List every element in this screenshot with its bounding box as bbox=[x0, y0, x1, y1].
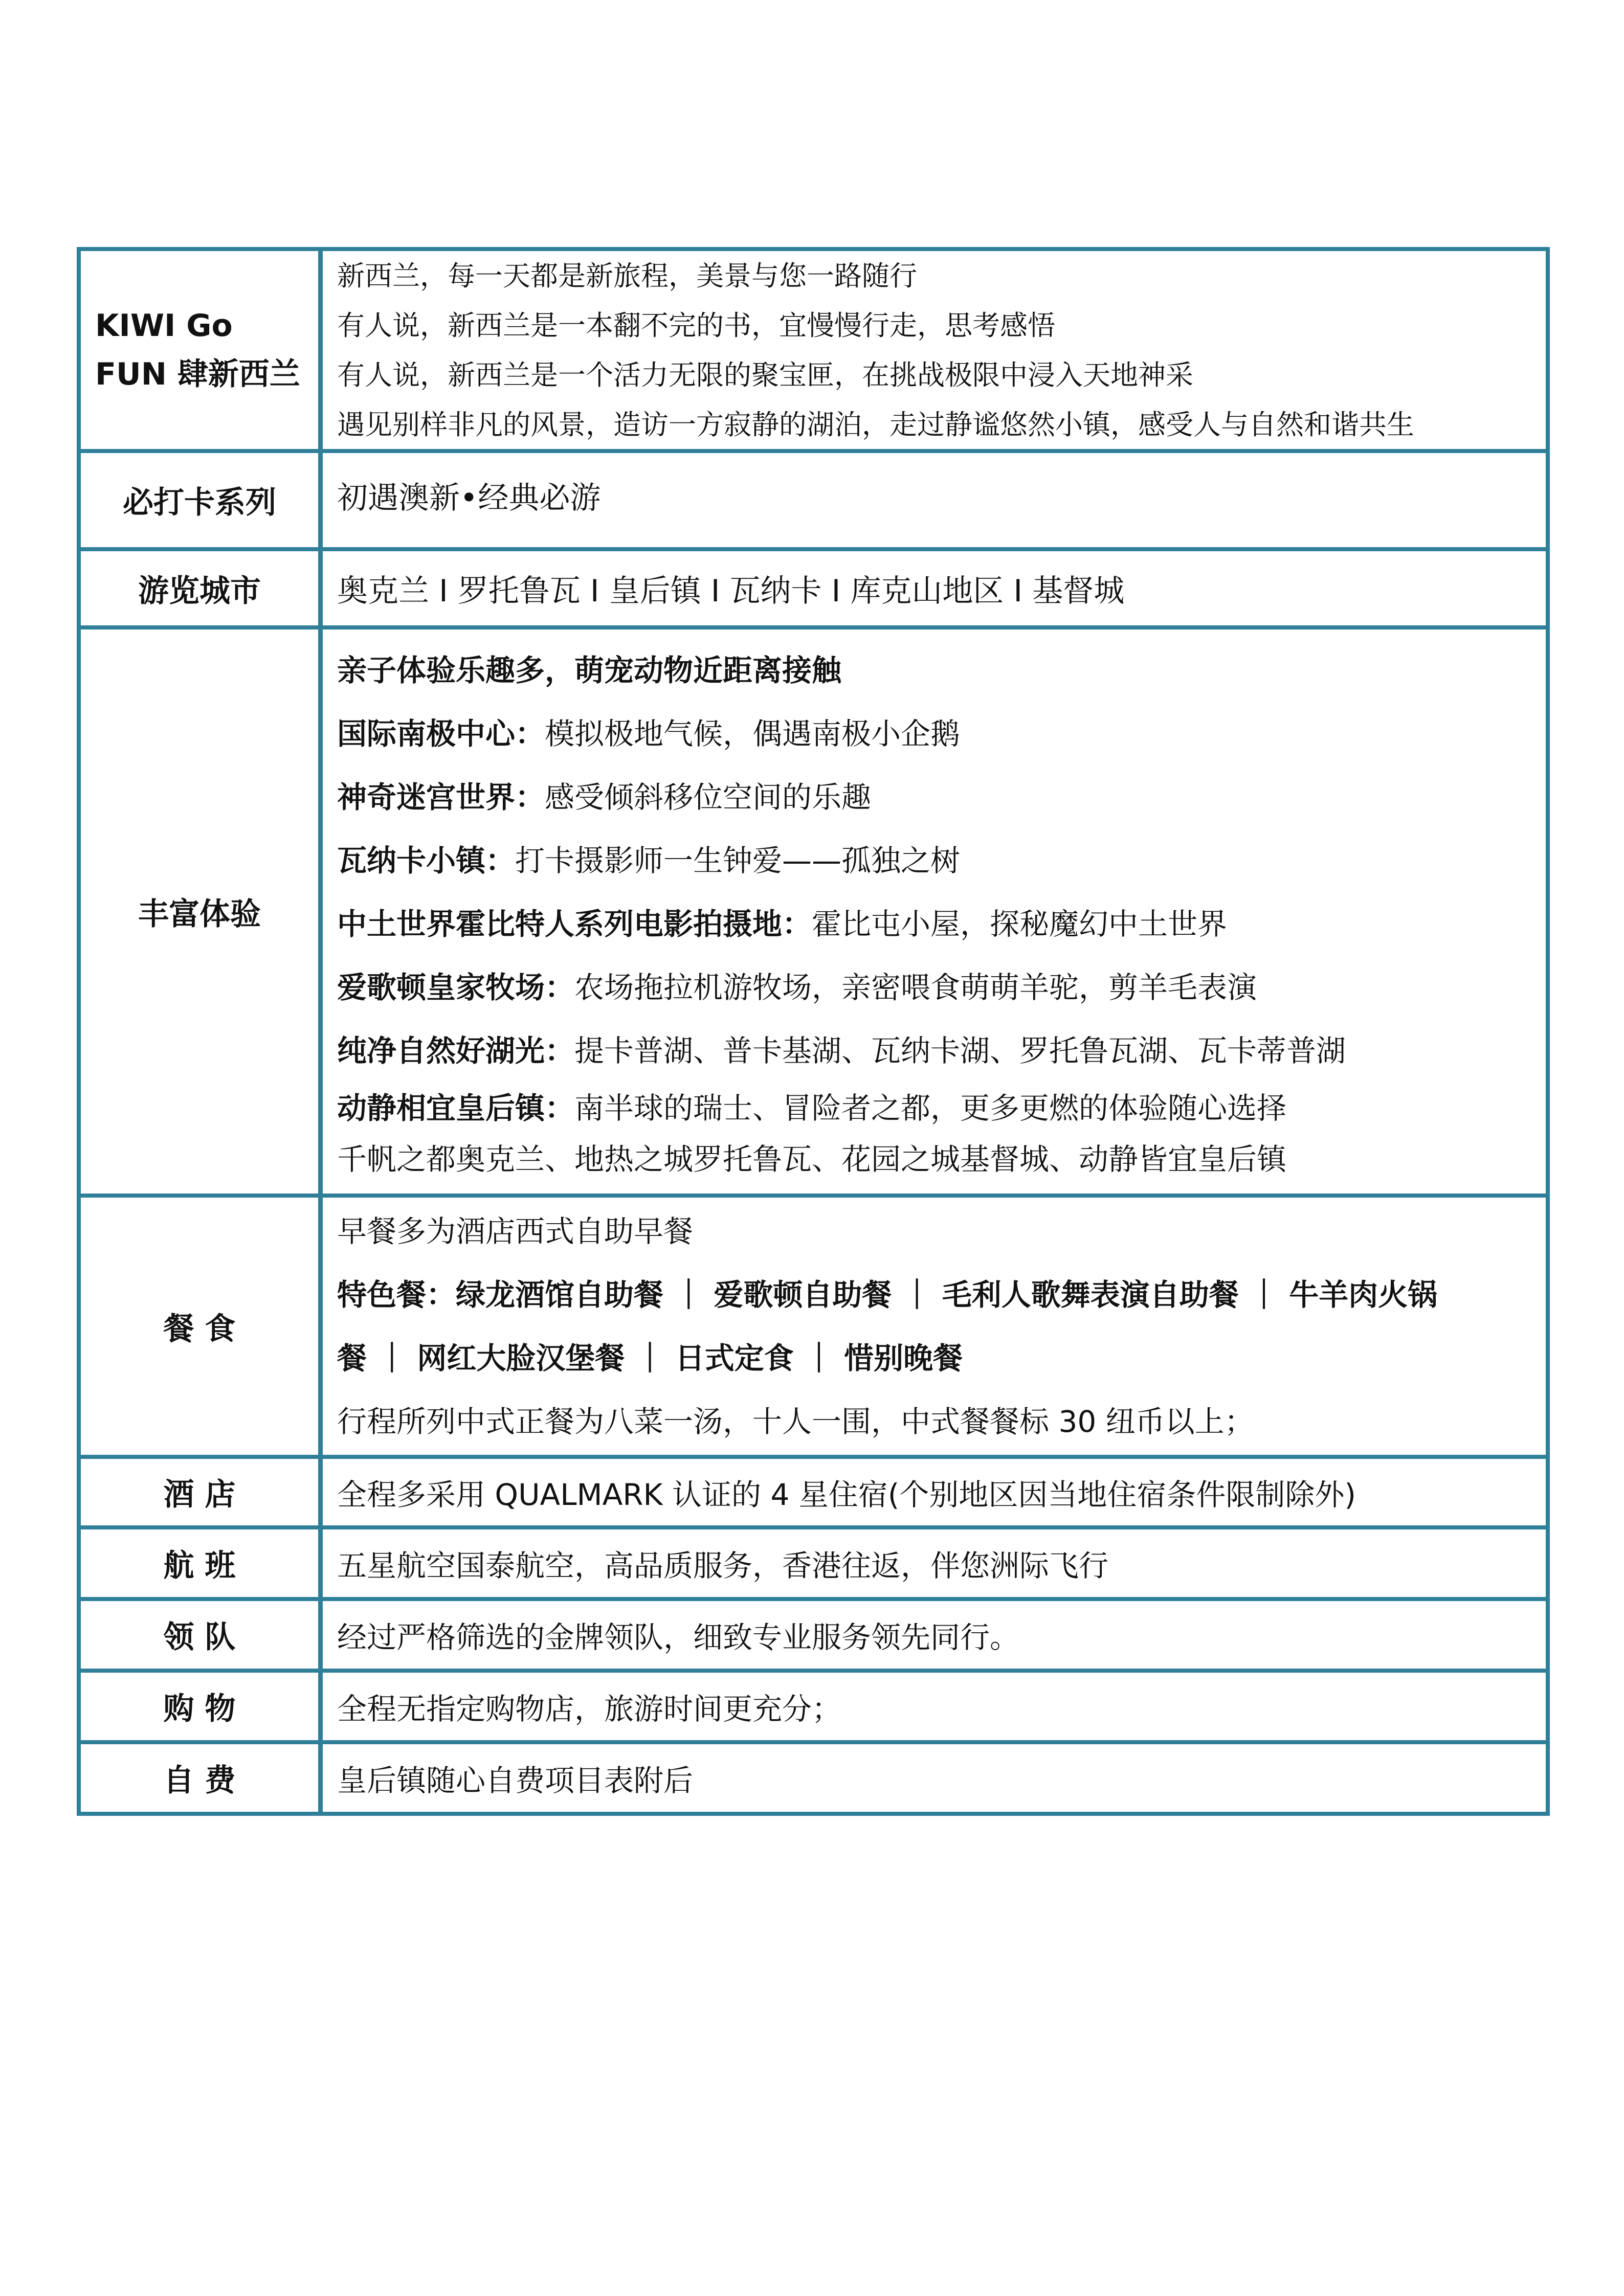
row-flight bbox=[81, 1529, 1546, 1601]
optional-label: 自 费 bbox=[81, 1744, 323, 1812]
flight-label: 航 班 bbox=[81, 1529, 323, 1597]
intro-label-line2: FUN 肆新西兰 bbox=[95, 356, 300, 392]
experience-item-4-title: 中土世界霍比特人系列电影拍摄地： bbox=[337, 906, 812, 941]
flight-text: 五星航空国泰航空，高品质服务，香港往返，伴您洲际飞行 bbox=[337, 1548, 1109, 1583]
experience-item-6 bbox=[337, 1019, 1531, 1083]
row-cities bbox=[81, 551, 1546, 629]
hotel-text: 全程多采用 QUALMARK 认证的 4 星住宿(个别地区因当地住宿条件限制除外) bbox=[337, 1477, 1356, 1512]
experience-item-1 bbox=[337, 702, 1531, 766]
experience-item-3-text: 打卡摄影师一生钟爱——孤独之树 bbox=[515, 843, 961, 878]
optional-value bbox=[323, 1744, 1546, 1812]
experience-item-7-title: 动静相宜皇后镇： bbox=[337, 1090, 575, 1126]
shopping-label: 购 物 bbox=[81, 1673, 323, 1740]
checkin-value bbox=[323, 453, 1546, 547]
intro-line-2: 有人说，新西兰是一本翻不完的书，宜慢慢行走，思考感悟 bbox=[337, 309, 1055, 342]
experience-headline: 亲子体验乐趣多，萌宠动物近距离接触 bbox=[337, 652, 842, 688]
intro-label bbox=[81, 251, 323, 449]
checkin-label: 必打卡系列 bbox=[81, 453, 323, 547]
intro-text bbox=[323, 251, 1546, 449]
experience-item-6-text: 提卡普湖、普卡基湖、瓦纳卡湖、罗托鲁瓦湖、瓦卡蒂普湖 bbox=[574, 1033, 1346, 1068]
experience-item-4-text: 霍比屯小屋，探秘魔幻中土世界 bbox=[812, 906, 1228, 941]
row-leader bbox=[81, 1601, 1546, 1673]
row-meals bbox=[81, 1198, 1546, 1459]
experience-item-2-title: 神奇迷宫世界： bbox=[337, 779, 545, 815]
meals-special-2: 餐 ｜ 网红大脸汉堡餐 ｜ 日式定食 ｜ 惜别晚餐 bbox=[337, 1340, 963, 1376]
meals-label: 餐 食 bbox=[81, 1198, 323, 1455]
shopping-text: 全程无指定购物店，旅游时间更充分； bbox=[337, 1692, 842, 1726]
intro-label-line1: KIWI Go bbox=[95, 307, 233, 344]
experience-item-7-text: 南半球的瑞士、冒险者之都，更多更燃的体验随心选择 bbox=[574, 1090, 1287, 1126]
experience-item-4 bbox=[337, 892, 1531, 956]
experience-item-5-title: 爱歌顿皇家牧场： bbox=[337, 970, 575, 1005]
experience-item-1-text: 模拟极地气候，偶遇南极小企鹅 bbox=[545, 716, 961, 751]
intro-line-4: 遇见别样非凡的风景，造访一方寂静的湖泊，走过静谧悠然小镇，感受人与自然和谐共生 bbox=[337, 408, 1414, 441]
row-checkin bbox=[81, 453, 1546, 551]
meals-breakfast: 早餐多为酒店西式自助早餐 bbox=[337, 1213, 694, 1249]
experience-item-3-title: 瓦纳卡小镇： bbox=[337, 843, 516, 878]
leader-label: 领 队 bbox=[81, 1601, 323, 1669]
meals-chinese: 行程所列中式正餐为八菜一汤，十人一围，中式餐餐标 30 纽币以上； bbox=[337, 1404, 1254, 1439]
experience-item-2-text: 感受倾斜移位空间的乐趣 bbox=[545, 779, 872, 815]
cities-text: 奥克兰 I 罗托鲁瓦 I 皇后镇 I 瓦纳卡 I 库克山地区 I 基督城 bbox=[337, 573, 1125, 609]
row-shopping bbox=[81, 1673, 1546, 1744]
meals-value bbox=[323, 1198, 1546, 1455]
row-intro bbox=[81, 251, 1546, 453]
row-experience bbox=[81, 629, 1546, 1198]
experience-item-1-title: 国际南极中心： bbox=[337, 716, 545, 751]
row-optional bbox=[81, 1744, 1546, 1812]
experience-item-6-title: 纯净自然好湖光： bbox=[337, 1033, 575, 1068]
leader-text: 经过严格筛选的金牌领队，细致专业服务领先同行。 bbox=[337, 1620, 1020, 1655]
experience-item-2 bbox=[337, 766, 1531, 829]
experience-closing: 千帆之都奥克兰、地热之城罗托鲁瓦、花园之城基督城、动静皆宜皇后镇 bbox=[337, 1141, 1287, 1177]
optional-text: 皇后镇随心自费项目表附后 bbox=[337, 1763, 694, 1798]
intro-line-1: 新西兰，每一天都是新旅程，美景与您一路随行 bbox=[337, 259, 917, 292]
itinerary-table bbox=[77, 247, 1550, 1816]
shopping-value bbox=[323, 1673, 1546, 1740]
cities-value bbox=[323, 551, 1546, 625]
checkin-text: 初遇澳新•经典必游 bbox=[337, 480, 601, 516]
cities-label: 游览城市 bbox=[81, 551, 323, 625]
intro-line-3: 有人说，新西兰是一个活力无限的聚宝匣，在挑战极限中浸入天地神采 bbox=[337, 358, 1193, 391]
experience-item-7 bbox=[337, 1083, 1531, 1134]
hotel-value bbox=[323, 1459, 1546, 1525]
row-hotel bbox=[81, 1459, 1546, 1529]
experience-label: 丰富体验 bbox=[81, 629, 323, 1194]
meals-special-1: 特色餐：绿龙酒馆自助餐 ｜ 爱歌顿自助餐 ｜ 毛利人歌舞表演自助餐 ｜ 牛羊肉火锅 bbox=[337, 1277, 1438, 1312]
flight-value bbox=[323, 1529, 1546, 1597]
experience-item-5 bbox=[337, 956, 1531, 1019]
experience-value bbox=[323, 629, 1546, 1194]
experience-item-5-text: 农场拖拉机游牧场，亲密喂食萌萌羊驼，剪羊毛表演 bbox=[574, 970, 1257, 1005]
leader-value bbox=[323, 1601, 1546, 1669]
experience-item-3 bbox=[337, 829, 1531, 892]
hotel-label: 酒 店 bbox=[81, 1459, 323, 1525]
